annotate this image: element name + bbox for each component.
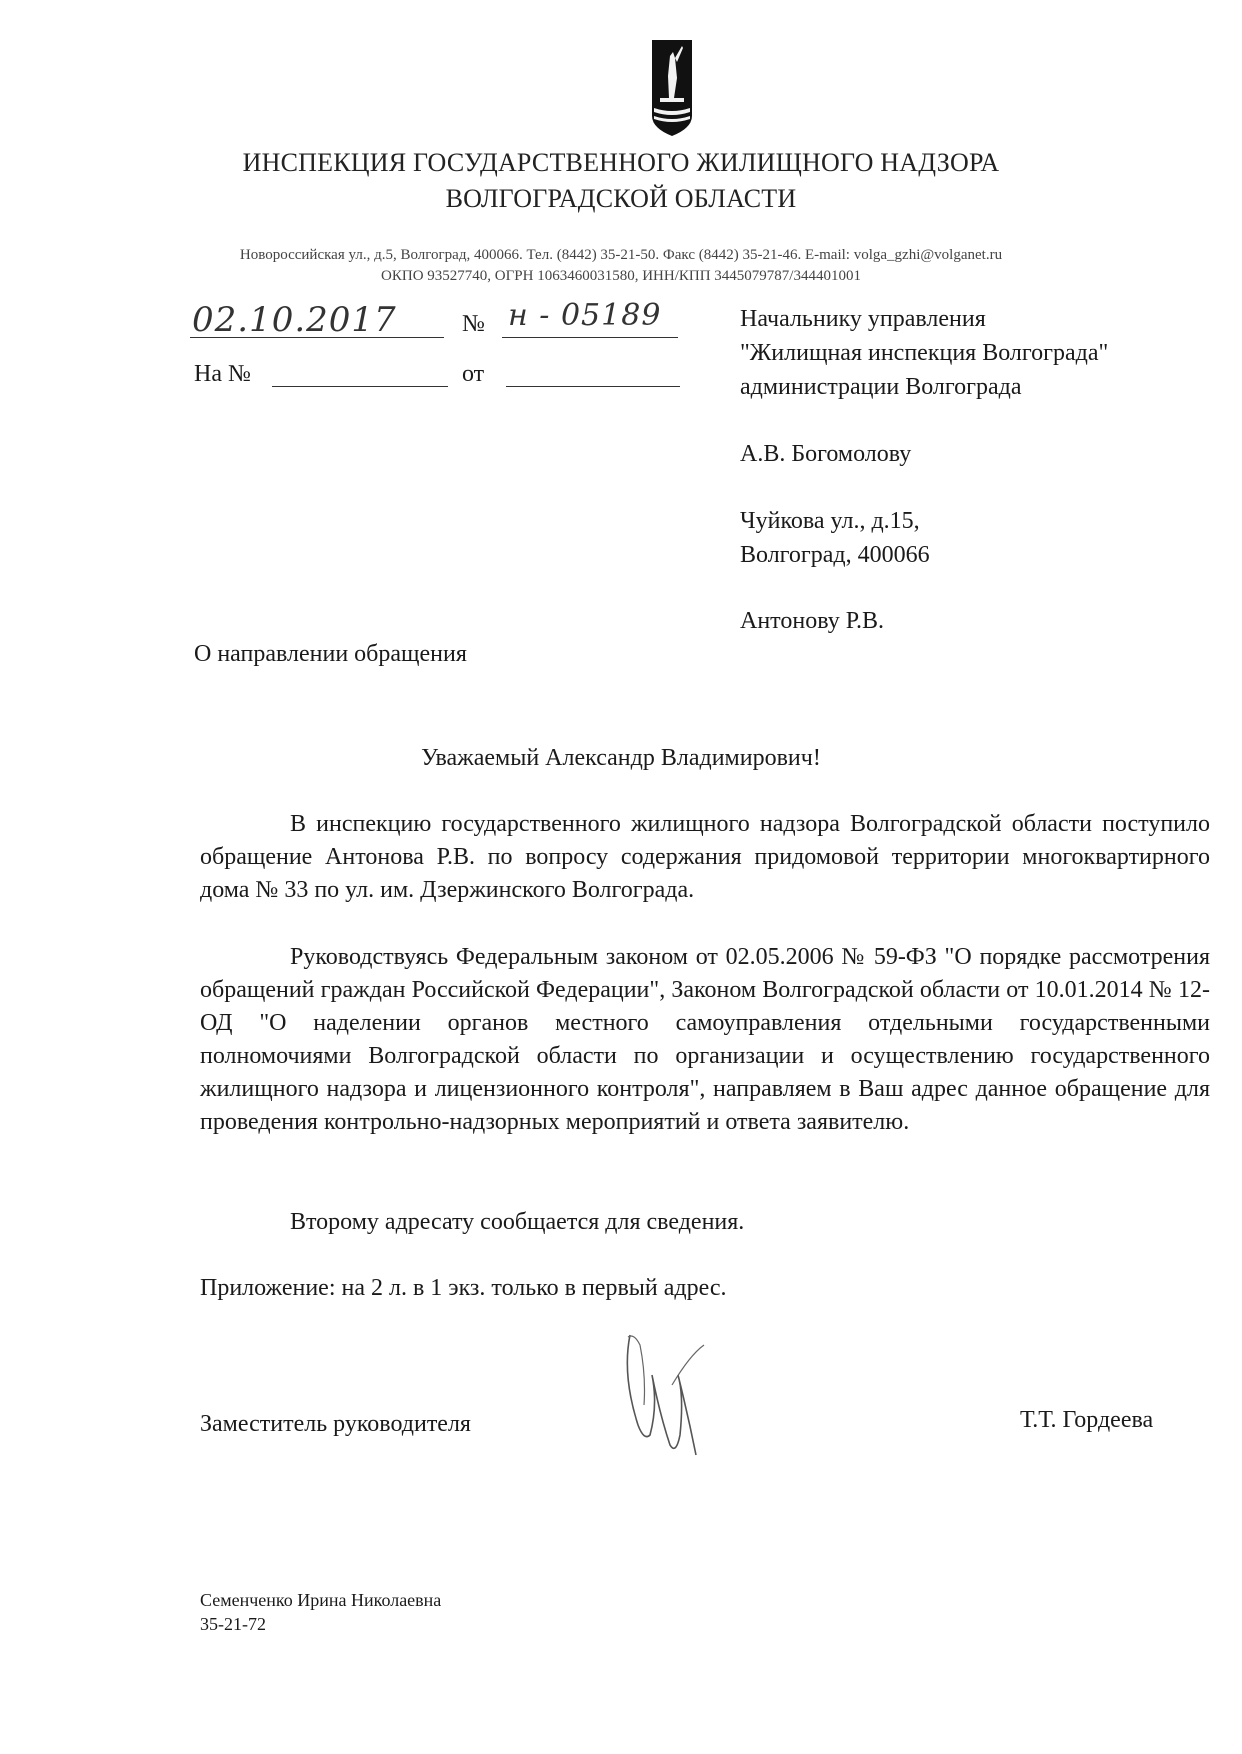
handwritten-signature [600, 1315, 720, 1465]
number-underline [502, 337, 678, 338]
recipient-line3: администрации Волгограда [740, 374, 1022, 400]
coat-of-arms-emblem [650, 38, 694, 138]
signatory-name: Т.Т. Гордеева [1020, 1407, 1154, 1433]
attachment-note: Приложение: на 2 л. в 1 экз. только в первый адрес. [200, 1275, 727, 1301]
organization-title-line1: ИНСПЕКЦИЯ ГОСУДАРСТВЕННОГО ЖИЛИЩНОГО НАДЗОРА [242, 148, 1000, 177]
organization-codes: ОКПО 93527740, ОГРН 1063460031580, ИНН/КПП 3445079787/344401001 [381, 268, 861, 284]
organization-title-line2: ВОЛГОГРАДСКОЙ ОБЛАСТИ [445, 184, 797, 213]
signatory-position: Заместитель руководителя [200, 1411, 471, 1437]
reply-to-label: На № [194, 361, 251, 387]
registration-number: н - 05189 [508, 298, 662, 333]
reply-date-line [506, 386, 680, 387]
date-underline [190, 337, 444, 338]
executor-name: Семенченко Ирина Николаевна [200, 1590, 442, 1610]
letter-subject: О направлении обращения [194, 641, 467, 667]
recipient-line2: "Жилищная инспекция Волгограда" [740, 340, 1109, 366]
reply-number-line [272, 386, 448, 387]
salutation: Уважаемый Александр Владимирович! [421, 745, 821, 771]
body-paragraph-1: В инспекцию государственного жилищного надзора Волгоградской области поступило обращение Антонова Р.В. по вопросу содержания придомовой территории многоквартирного дома № 33 по ул. им. Дзержинского Волгограда. [200, 811, 1210, 903]
recipient-name: А.В. Богомолову [740, 441, 912, 467]
body-paragraph-2: Руководствуясь Федеральным законом от 02.05.2006 № 59-ФЗ "О порядке рассмотрения обращений граждан Российской Федерации", Законом Волгоградской области от 10.01.2014 № 12-ОД "О наделении органов местного самоуправления отдельными государственными полномочиями Волгоградской области по организации и осуществлению государственного жилищного надзора и лицензионного контроля", направляем в Ваш адрес данное обращение для проведения контрольно-надзорных мероприятий и ответа заявителю. [200, 944, 1210, 1135]
executor-phone: 35-21-72 [200, 1614, 266, 1634]
number-label: № [462, 311, 485, 337]
body-paragraph-3: Второму адресату сообщается для сведения. [290, 1209, 745, 1235]
second-recipient: Антонову Р.В. [740, 608, 885, 634]
recipient-address-line1: Чуйкова ул., д.15, [740, 508, 920, 534]
registration-date: 02.10.2017 [192, 300, 397, 340]
from-label: от [462, 361, 485, 387]
organization-address: Новороссийская ул., д.5, Волгоград, 400066. Тел. (8442) 35-21-50. Факс (8442) 35-21-46. E-mail: volga_gzhi@volganet.ru [239, 247, 1003, 263]
recipient-address-line2: Волгоград, 400066 [740, 542, 930, 568]
recipient-line1: Начальнику управления [740, 306, 986, 332]
